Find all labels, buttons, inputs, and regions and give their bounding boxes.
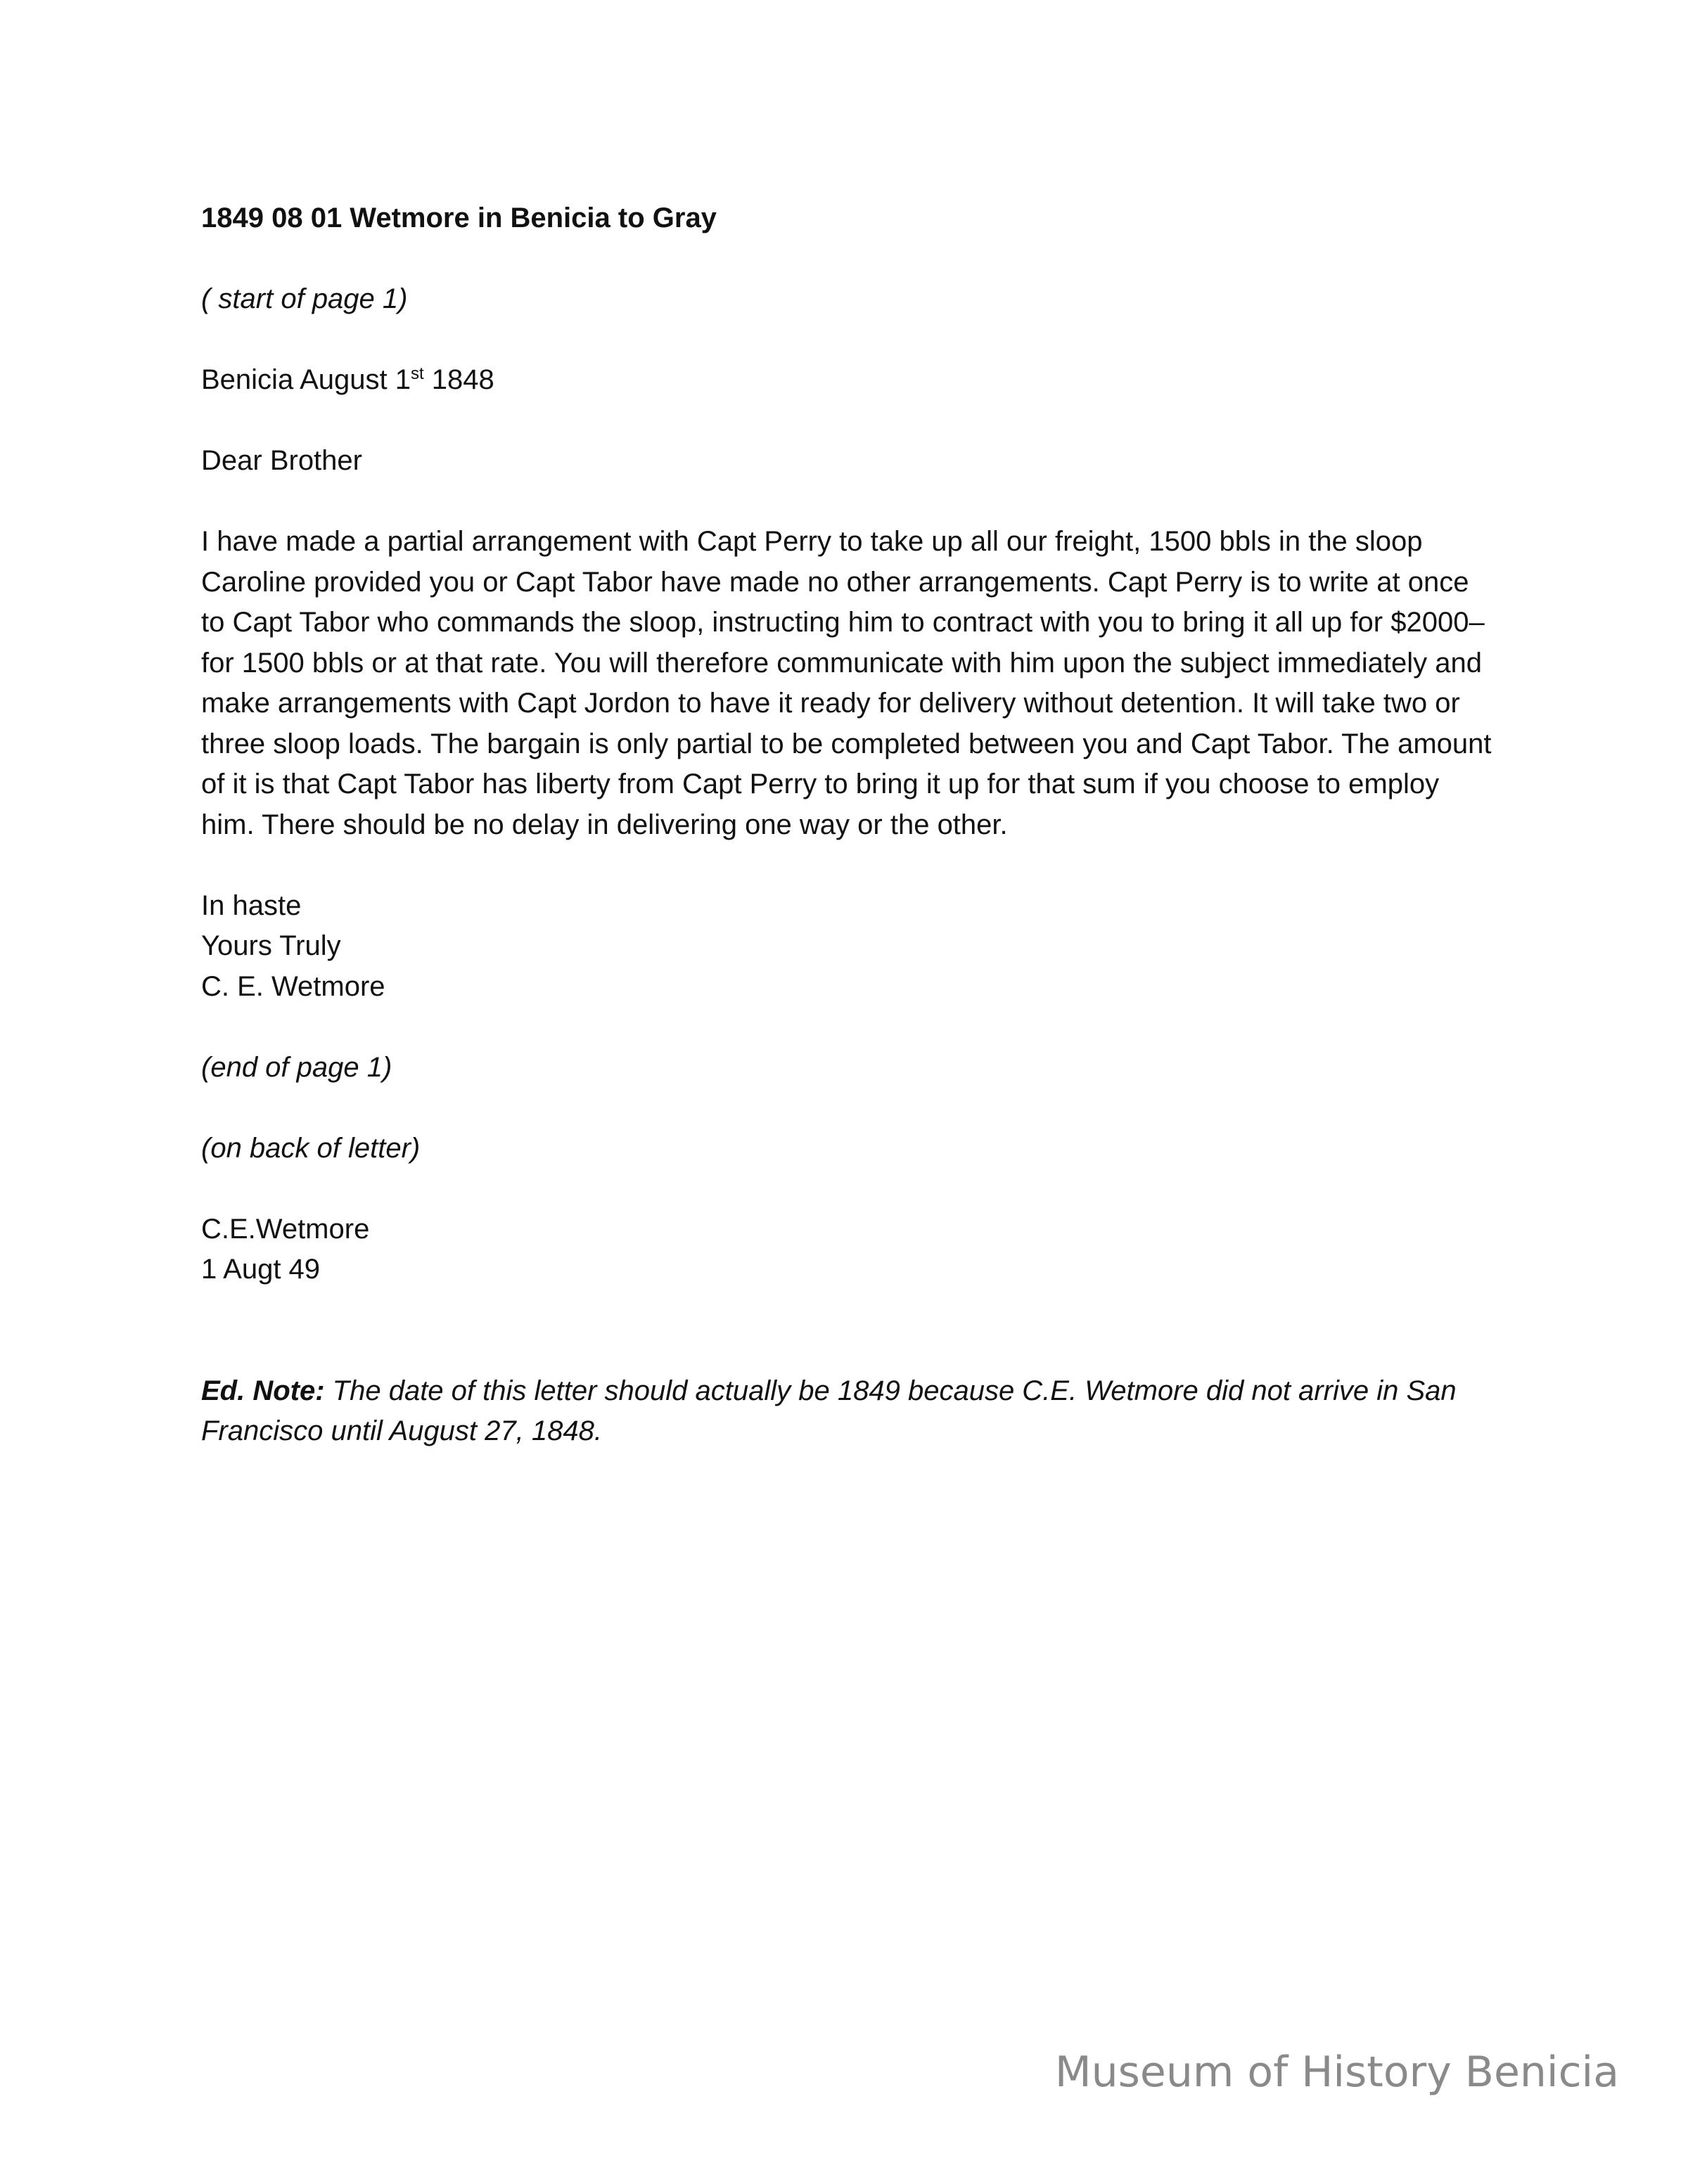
salutation: Dear Brother — [201, 445, 362, 476]
closing-line: Yours Truly — [201, 930, 341, 961]
dateline-ordinal: st — [411, 364, 424, 383]
document-title: 1849 08 01 Wetmore in Benicia to Gray — [201, 203, 717, 233]
back-date: 1 Augt 49 — [201, 1254, 321, 1285]
letter-transcription — [201, 198, 1495, 1452]
closing — [201, 886, 1495, 1008]
back-name: C.E.Wetmore — [201, 1213, 370, 1245]
editor-note-text: The date of this letter should actually be 1849 because C.E. Wetmore did not arrive in San Francisco until August 27, 1848. — [201, 1375, 1457, 1446]
dateline-place-month: Benicia August 1 — [201, 364, 411, 395]
dateline-year: 1848 — [423, 364, 494, 395]
back-of-letter-marker: (on back of letter) — [201, 1132, 421, 1164]
editor-note-label: Ed. Note: — [201, 1375, 325, 1406]
letter-body: I have made a partial arrangement with Capt Perry to take up all our freight, 1500 bbls in the sloop Caroline provided you or Capt Tabor have made no other arrangements. Capt Perry is to write at once to Capt Tabor who commands the sloop, instructing him to contract with you to bring it all up for $2000– for 1500 bbls or at that rate. You will therefore communicate with him upon the subject immediately and make arrangements with Capt Jordon to have it ready for delivery without detention. It will take two or three sloop loads. The bargain is only partial to be completed between you and Capt Tabor. The amount of it is that Capt Tabor has liberty from Capt Perry to bring it up for that sum if you choose to employ him. There should be no delay in delivering one way or the other. — [201, 526, 1492, 840]
editor-note — [201, 1371, 1495, 1452]
closing-line: In haste — [201, 889, 302, 921]
end-of-page-marker: (end of page 1) — [201, 1051, 392, 1083]
start-of-page-marker: ( start of page 1) — [201, 283, 408, 314]
closing-signature: C. E. Wetmore — [201, 970, 385, 1002]
museum-watermark: Museum of History Benicia — [1054, 2048, 1619, 2097]
dateline — [201, 360, 1495, 401]
back-of-letter — [201, 1209, 1495, 1290]
